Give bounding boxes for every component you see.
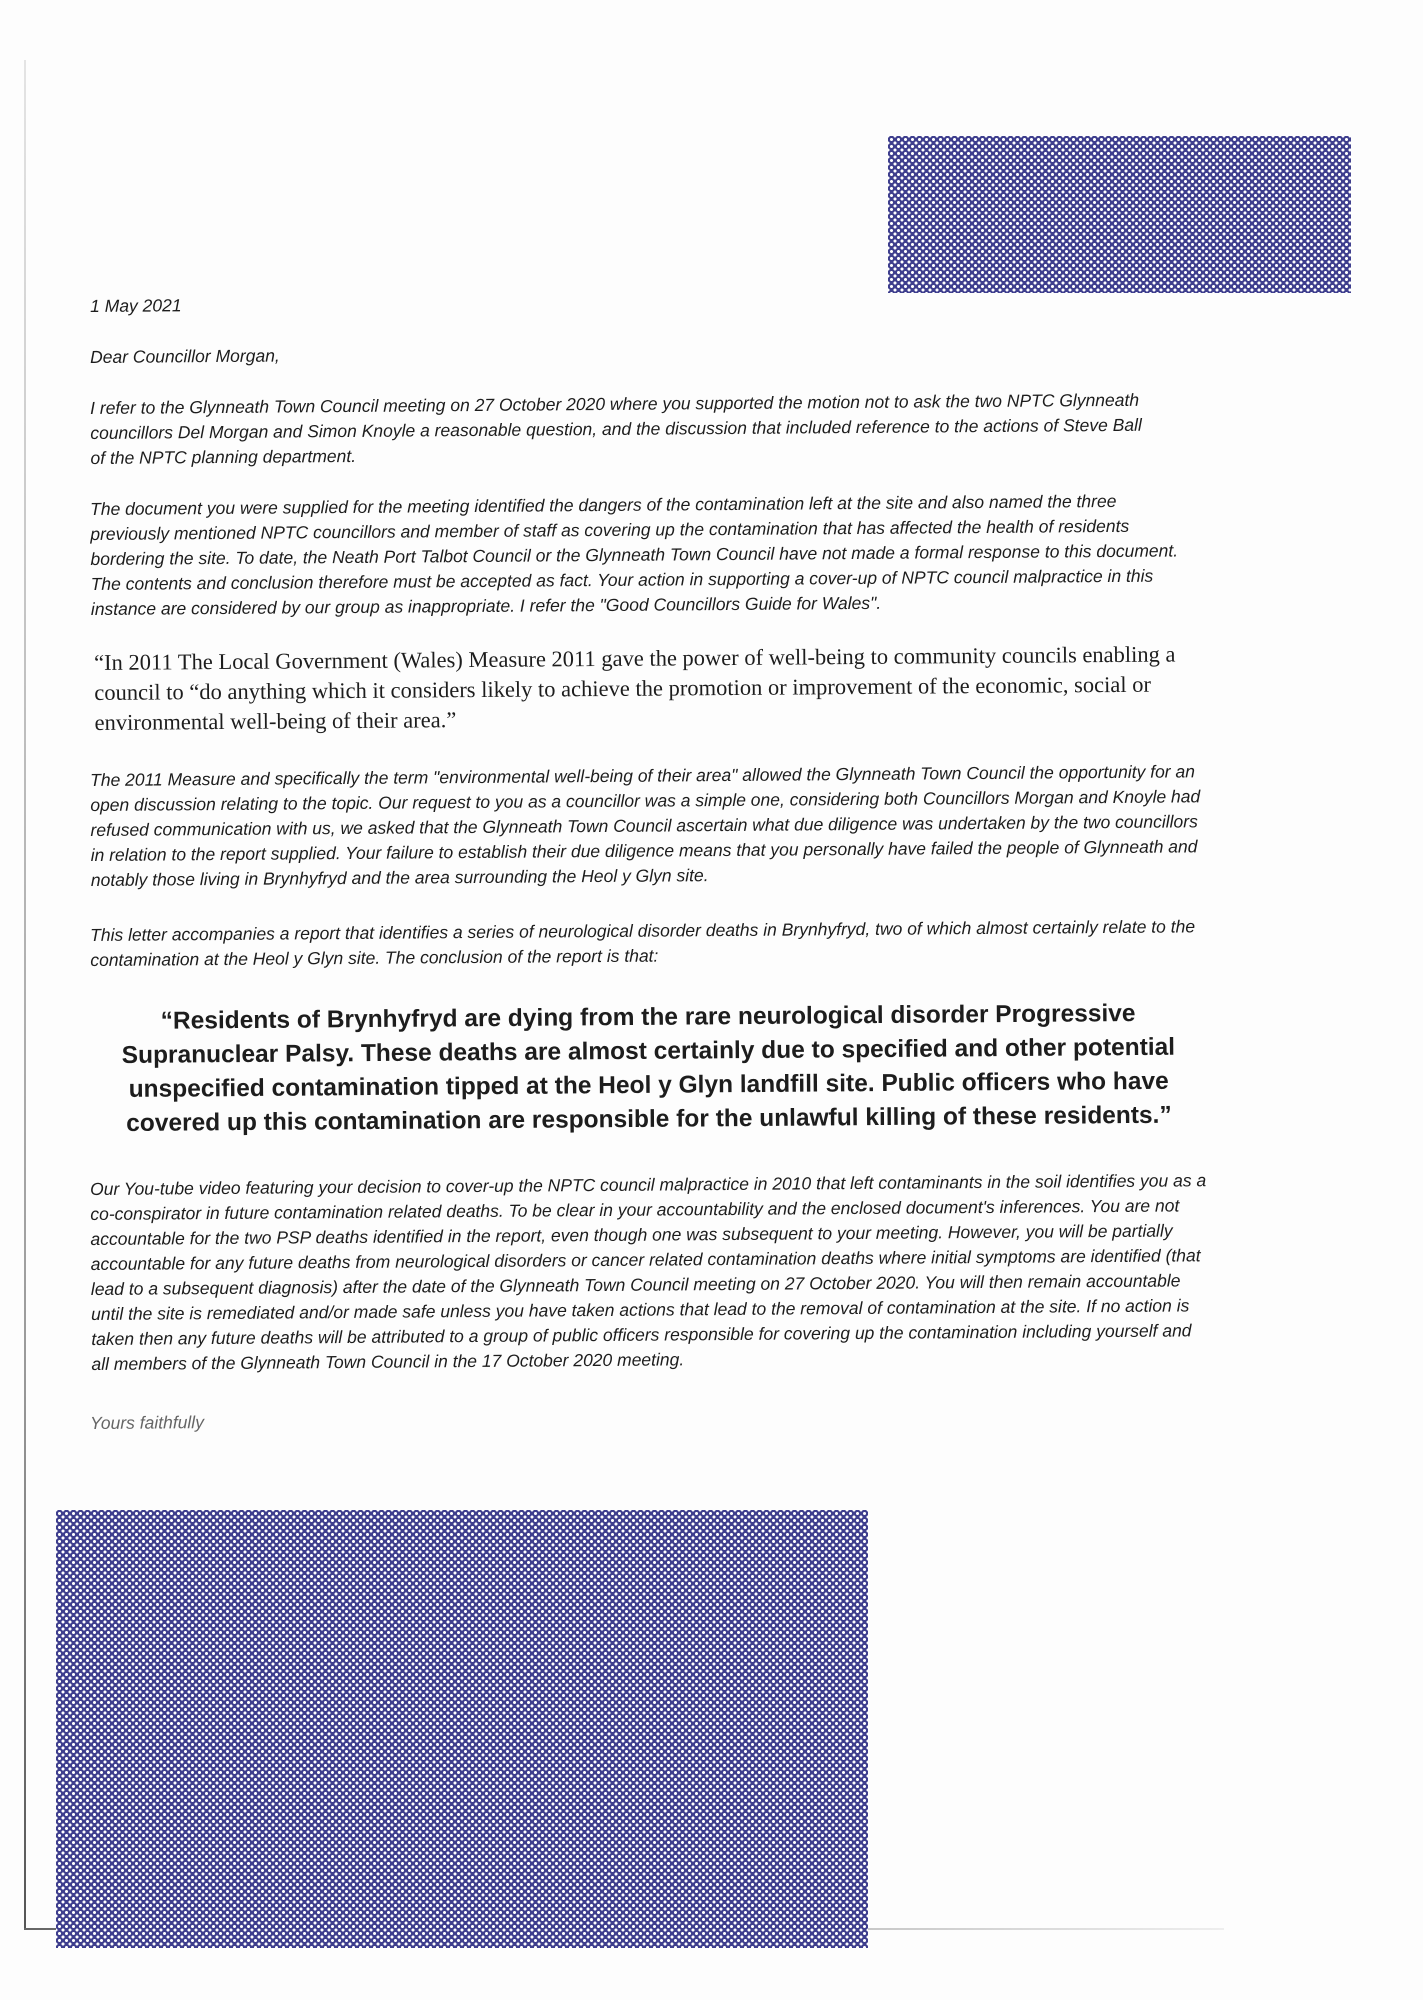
letter-body <box>90 290 1210 1436</box>
paragraph-report-accompanies: This letter accompanies a report that identifies a series of neurological disorder deaths in Brynhyfryd, two of which almost certainly relate to the contamination at the Heol y Glyn site. The conclusion of the report is that: <box>90 916 1196 970</box>
letter-date: 1 May 2021 <box>90 295 182 316</box>
paragraph-accountability: Our You-tube video featuring your decision to cover-up the NPTC council malpractice in 2010 that left contaminants in the soil identifies you as a co-conspirator in future contamination related deaths. To be clear in your accountability and the enclosed document's inferences. You are not accountable for the two PSP deaths identified in the report, even though one was subsequent to your meeting. However, you will be partially accountable for any future deaths from neurological disorders or cancer related contamination deaths where initial symptoms are identified (that lead to a subsequent diagnosis) after the date of the Glynneath Town Council meeting on 27 October 2020. You will then remain accountable until the site is remediated and/or made safe unless you have taken actions that lead to the removal of contamination at the site. If no action is taken then any future deaths will be attributed to a group of public officers responsible for covering up the contamination including yourself and all members of the Glynneath Town Council in the 17 October 2020 meeting. <box>90 1170 1207 1374</box>
paragraph-document-supplied: The document you were supplied for the meeting identified the dangers of the contamination left at the site and also named the three previously mentioned NPTC councillors and member of staff as covering up the contamination that has affected the health of residents bordering the site. To date, the Neath Port Talbot Council or the Glynneath Town Council have not made a formal response to this document. The contents and conclusion therefore must be accepted as fact. Your action in supporting a cover-up of NPTC council malpractice in this instance are considered by our group as inappropriate. I refer the "Good Councillors Guide for Wales". <box>90 490 1179 619</box>
sign-off: Yours faithfully <box>90 1412 204 1433</box>
paragraph-meeting-reference: I refer to the Glynneath Town Council meeting on 27 October 2020 where you supported the motion not to ask the two NPTC Glynneath councillors Del Morgan and Simon Knoyle a reasonable question, and the discussion that included reference to the actions of Steve Ball of the NPTC planning department. <box>90 389 1142 468</box>
redaction-block-address <box>888 136 1351 293</box>
redaction-block-signature <box>56 1510 868 1948</box>
paragraph-2011-measure: The 2011 Measure and specifically the term "environmental well-being of their area" allowed the Glynneath Town Council the opportunity for an open discussion relating to the topic. Our request to you as a councillor was a simple one, considering both Councillors Morgan and Knoyle had refused communication with us, we asked that the Glynneath Town Council ascertain what due diligence was undertaken by the two councillors in relation to the report supplied. Your failure to establish their due diligence means that you personally have failed the people of Glynneath and notably those living in Brynhyfryd and the area surrounding the Heol y Glyn site. <box>90 761 1201 890</box>
scan-left-edge <box>24 60 26 1930</box>
quote-local-government-measure: “In 2011 The Local Government (Wales) Measure 2011 gave the power of well-being to community councils enabling a council to “do anything which it considers likely to achieve the promotion or improvement of the economic, social or environmental well-being of their area.” <box>94 641 1176 735</box>
report-conclusion-quote: “Residents of Brynhyfryd are dying from the rare neurological disorder Progressive Supranuclear Palsy. These deaths are almost certainly due to specified and other potential unspecified contamination tipped at the Heol y Glyn landfill site. Public officers who have covered up this contamination are responsible for the unlawful killing of these residents.” <box>121 1000 1176 1137</box>
salutation: Dear Councillor Morgan, <box>90 345 280 367</box>
